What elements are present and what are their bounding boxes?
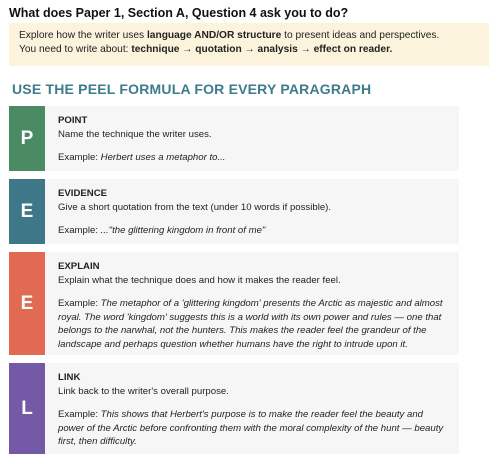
instructions-emphasis: language AND/OR structure [146,30,282,41]
instructions-emphasis: technique → quotation → analysis → effect on reader. [131,44,393,55]
letter-badge-link: L [9,363,45,454]
peel-card-explain [9,252,459,355]
step-description: Name the technique the writer uses. [58,128,212,140]
step-description: Give a short quotation from the text (under 10 words if possible). [58,201,332,213]
letter-badge-explain: E [9,252,45,355]
step-example: Example: The metaphor of a 'glittering kingdom' presents the Arctic as majestic and almost royal. The word 'kingdom' suggests this is a world with its own power and rules — one that belongs to the narwhal, not the hunters. This makes the reader feel the grandeur of the landscape and perhaps question whether humans have the right to intrude upon it. [58,298,443,350]
instructions-line-1 [19,29,479,43]
step-label: POINT [58,115,88,126]
peel-card-point [9,106,459,171]
step-example: Example: ..."the glittering kingdom in front of me" [58,225,266,236]
letter-badge-evidence: E [9,179,45,244]
peel-card-evidence [9,179,459,244]
step-label: EXPLAIN [58,261,100,272]
question-title: What does Paper 1, Section A, Question 4 ask you to do? [9,6,349,20]
section-heading: USE THE PEEL FORMULA FOR EVERY PARAGRAPH [12,81,372,97]
instructions-text: Explore how the writer uses [19,30,147,41]
instructions-text: to present ideas and perspectives. [281,30,440,41]
step-description: Link back to the writer's overall purpose. [58,385,229,397]
instructions-line-2 [19,43,479,57]
letter-badge-point: P [9,106,45,171]
step-label: LINK [58,372,81,383]
peel-card-link [9,363,459,454]
step-description: Explain what the technique does and how it makes the reader feel. [58,274,341,286]
instructions-box [9,23,489,66]
step-example: Example: This shows that Herbert's purpose is to make the reader feel the beauty and power of the Arctic before confronting them with the moral complexity of the hunt — beauty first, then difficulty. [58,409,444,447]
step-example: Example: Herbert uses a metaphor to... [58,152,226,163]
step-label: EVIDENCE [58,188,108,199]
instructions-text: You need to write about: [19,44,132,55]
